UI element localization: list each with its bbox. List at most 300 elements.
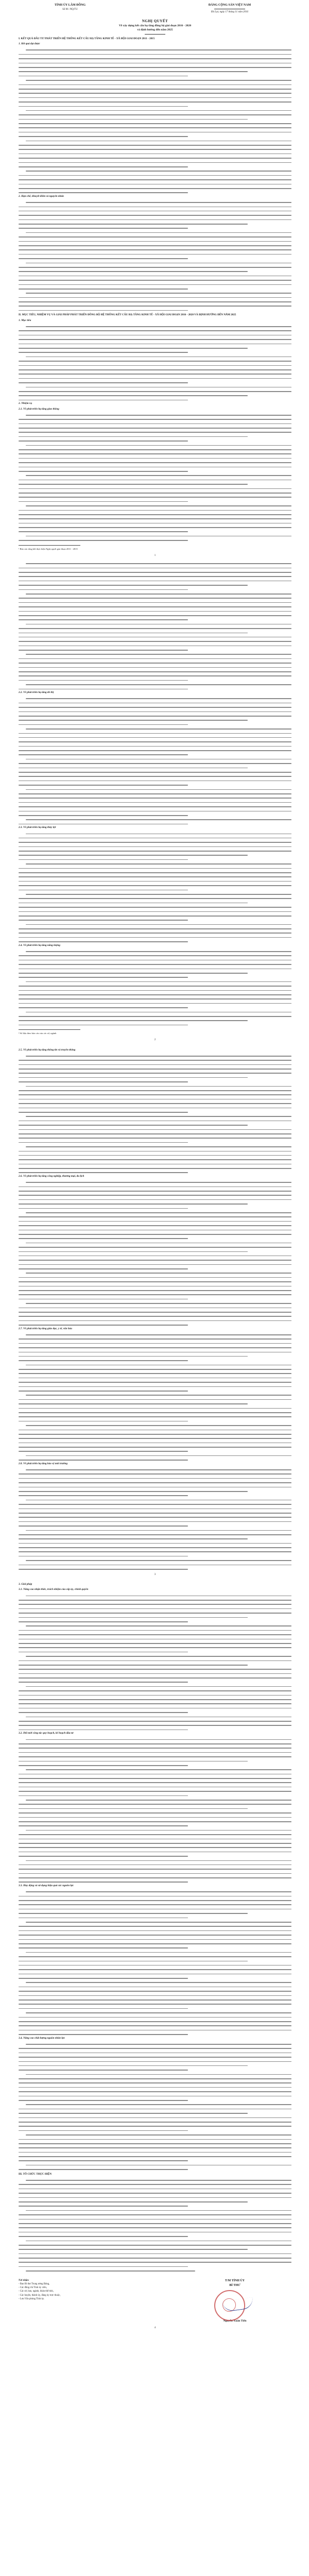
text-line <box>26 202 291 203</box>
text-line <box>19 276 291 277</box>
text-line <box>19 224 248 225</box>
text-line <box>26 924 291 925</box>
text-line <box>26 1334 291 1335</box>
text-line <box>19 1965 291 1966</box>
text-line <box>19 149 291 150</box>
text-line <box>19 301 291 302</box>
text-line <box>19 1312 291 1313</box>
text-line <box>19 271 248 272</box>
text-line <box>19 1608 291 1609</box>
text-line <box>19 1839 291 1840</box>
text-line <box>19 633 248 634</box>
text-line <box>19 267 291 268</box>
text-line <box>19 2139 291 2140</box>
text-line <box>19 903 248 904</box>
place-date: Đà Lạt, ngày 17 tháng 11 năm 2016 <box>211 11 249 13</box>
text-line <box>19 2057 291 2058</box>
text-line <box>19 436 248 437</box>
text-line <box>19 733 291 734</box>
text-line <box>19 2201 248 2202</box>
text-line <box>26 49 291 50</box>
text-line <box>19 1159 291 1160</box>
signer-for: T/M TỈNH ỦY <box>225 2279 245 2282</box>
body-text <box>19 2180 291 2272</box>
text-line <box>19 1369 291 1370</box>
subsection-heading: 2.3. Về phát triển hạ tầng thủy lợi <box>19 826 56 829</box>
text-line <box>19 1121 291 1122</box>
text-line <box>26 263 291 264</box>
text-line <box>19 184 291 185</box>
text-line <box>19 689 188 690</box>
text-line <box>26 789 291 790</box>
text-line <box>19 964 291 965</box>
text-line <box>19 1073 291 1074</box>
text-line <box>26 1182 291 1183</box>
text-line <box>26 536 291 537</box>
text-line <box>19 1256 291 1257</box>
text-line <box>26 2074 291 2075</box>
text-line <box>19 855 248 856</box>
signer-role: BÍ THƯ <box>229 2283 241 2287</box>
text-line <box>19 1817 291 1818</box>
text-line <box>19 382 188 383</box>
text-line <box>19 1547 291 1548</box>
text-line <box>19 1129 291 1130</box>
text-line <box>19 188 291 189</box>
text-line <box>19 2091 291 2092</box>
page-number: 3 <box>154 1573 156 1576</box>
text-line <box>19 615 291 616</box>
text-line <box>19 806 291 807</box>
text-line <box>19 1187 291 1188</box>
body-text <box>19 1182 291 1325</box>
text-line <box>19 928 291 929</box>
text-line <box>19 1756 291 1757</box>
text-line <box>19 937 291 938</box>
text-line <box>19 158 291 159</box>
text-line <box>19 1961 248 1962</box>
text-line <box>19 335 291 336</box>
text-line <box>26 1469 291 1470</box>
text-line <box>19 1943 291 1944</box>
text-line <box>19 1290 291 1291</box>
text-line <box>19 2227 291 2228</box>
text-line <box>19 1521 291 1522</box>
text-line <box>26 759 291 760</box>
text-line <box>19 881 291 882</box>
text-line <box>19 145 291 146</box>
doc-title-line2: và định hướng đến năm 2025 <box>137 28 173 32</box>
text-line <box>19 2122 291 2123</box>
text-line <box>19 1238 188 1239</box>
text-line <box>26 1625 291 1626</box>
text-line <box>19 2193 291 2194</box>
text-line <box>19 1482 291 1483</box>
text-line <box>19 1112 188 1113</box>
text-line <box>19 1168 291 1169</box>
subsection-heading: 3.1. Nâng cao nhận thức, trách nhiệm của cấp ủy, chính quyền <box>19 1588 89 1591</box>
text-line <box>26 1891 291 1892</box>
text-line <box>19 2078 291 2079</box>
text-line <box>19 365 291 366</box>
text-line <box>19 241 291 242</box>
text-line <box>26 2165 291 2166</box>
recipient-item: - Ban Bí thư Trung ương Đảng, <box>19 2283 50 2286</box>
body-text <box>19 1469 291 1570</box>
body-text <box>19 415 291 541</box>
text-line <box>19 1834 291 1835</box>
text-line <box>19 1765 188 1766</box>
text-line <box>19 581 291 582</box>
text-line <box>19 2070 188 2071</box>
text-line <box>26 445 291 446</box>
subsection-heading: 2. Hạn chế, khuyết điểm và nguyên nhân <box>19 194 64 198</box>
text-line <box>19 1164 291 1165</box>
text-line <box>19 1852 291 1853</box>
text-line <box>19 339 291 340</box>
text-line <box>19 1600 291 1601</box>
text-line <box>19 1774 291 1775</box>
text-line <box>19 1551 291 1552</box>
subsection-heading: 3.2. Đổi mới công tác quy hoạch, kế hoạch đầu tư <box>19 1732 74 1735</box>
text-line <box>19 1204 248 1205</box>
party-block <box>168 3 291 14</box>
text-line <box>19 1352 291 1353</box>
text-line <box>19 395 248 396</box>
text-line <box>26 1365 291 1366</box>
text-line <box>19 1708 291 1709</box>
body-text <box>19 49 291 193</box>
text-line <box>19 344 291 345</box>
text-line <box>19 1495 188 1496</box>
text-line <box>19 1782 291 1783</box>
text-line <box>19 1434 291 1435</box>
text-line <box>19 898 291 899</box>
text-line <box>19 67 291 68</box>
text-line <box>19 1247 291 1248</box>
subsection-heading: 3.3. Huy động và sử dụng hiệu quả các nguồn lực <box>19 1884 74 1888</box>
issuer-block <box>19 3 122 12</box>
footnote: ² Số liệu theo báo cáo của các sở, ngành <box>19 1032 57 1035</box>
text-line <box>19 589 188 590</box>
text-line <box>19 1543 291 1544</box>
text-line <box>19 306 291 307</box>
text-line <box>19 1509 291 1510</box>
text-line <box>19 1491 248 1492</box>
text-line <box>26 1952 291 1953</box>
text-line <box>19 1099 291 1100</box>
text-line <box>19 1991 291 1992</box>
text-line <box>19 1821 291 1822</box>
text-line <box>19 1373 291 1374</box>
recipient-item: - Các sở, ban, ngành, đoàn thể tỉnh, <box>19 2290 54 2293</box>
party-name: ĐẢNG CỘNG SẢN VIỆT NAM <box>208 4 251 7</box>
text-line <box>19 2143 291 2144</box>
text-line <box>19 2169 188 2170</box>
text-line <box>19 1007 188 1008</box>
text-line <box>19 391 291 392</box>
text-line <box>19 2048 291 2049</box>
issuer-org: TỈNH ỦY LÂM ĐỒNG <box>54 4 86 7</box>
body-text <box>19 698 291 824</box>
text-line <box>26 232 291 233</box>
text-line <box>19 707 291 708</box>
text-line <box>19 1900 291 1901</box>
text-line <box>26 1560 291 1561</box>
text-line <box>19 1652 188 1653</box>
text-line <box>19 1403 248 1404</box>
text-line <box>19 1669 291 1670</box>
text-line <box>19 1060 291 1061</box>
doc-kind: NGHỊ QUYẾT <box>142 19 168 23</box>
text-line <box>19 1264 291 1265</box>
signature-area <box>19 2279 291 2323</box>
text-line <box>19 1094 291 1095</box>
text-line <box>26 80 291 81</box>
text-line <box>19 1347 291 1348</box>
text-line <box>19 2030 291 2031</box>
body-text <box>19 1739 291 1883</box>
body-text <box>19 2044 291 2170</box>
text-line <box>19 1565 291 1566</box>
text-line <box>19 746 291 747</box>
text-line <box>19 658 291 659</box>
text-line <box>19 58 291 59</box>
text-line <box>19 123 291 124</box>
text-line <box>19 1630 291 1631</box>
text-line <box>19 84 291 86</box>
subsection-heading: 2.2. Về phát triển hạ tầng đô thị <box>19 691 54 694</box>
text-line <box>26 1146 291 1147</box>
text-line <box>19 1896 291 1897</box>
text-line <box>26 2044 291 2045</box>
text-line <box>19 798 291 799</box>
text-line <box>19 1064 291 1065</box>
text-line <box>19 374 291 375</box>
text-line <box>26 1012 291 1013</box>
text-line <box>19 2025 291 2026</box>
text-line <box>19 1730 188 1731</box>
text-line <box>19 378 291 379</box>
text-line <box>19 1660 291 1662</box>
text-line <box>19 572 291 573</box>
text-line <box>19 484 248 485</box>
text-line <box>19 1613 291 1614</box>
text-line <box>19 941 188 942</box>
text-line <box>19 527 291 528</box>
text-line <box>19 1382 291 1383</box>
footnote-rule <box>19 1029 80 1030</box>
text-line <box>26 1530 291 1531</box>
text-line <box>19 2219 291 2220</box>
text-line <box>19 1877 291 1878</box>
document-header <box>19 3 291 14</box>
text-line <box>19 2152 291 2153</box>
text-line <box>26 2210 291 2211</box>
text-line <box>26 387 291 388</box>
subsection-heading: 2.6. Về phát triển hạ tầng công nghiệp, thương mại, du lịch <box>19 1175 84 1178</box>
text-line <box>26 2241 291 2242</box>
text-line <box>19 785 188 786</box>
text-line <box>26 1243 291 1244</box>
text-line <box>19 1399 291 1400</box>
text-line <box>19 1478 291 1479</box>
text-line <box>19 741 291 742</box>
text-line <box>19 754 188 755</box>
text-line <box>19 637 291 638</box>
text-line <box>19 1725 291 1726</box>
text-line <box>26 1056 291 1057</box>
text-line <box>19 916 291 917</box>
text-line <box>19 960 291 961</box>
text-line <box>19 1865 291 1866</box>
text-line <box>26 1922 291 1923</box>
text-line <box>19 969 291 970</box>
text-line <box>19 488 291 489</box>
text-line <box>19 1808 248 1809</box>
text-line <box>19 977 188 978</box>
page-number: 2 <box>154 1039 156 1042</box>
text-line <box>19 1761 248 1762</box>
body-text <box>19 1891 291 2035</box>
text-line <box>19 258 188 259</box>
text-line <box>19 846 291 848</box>
subsection-heading: 3. Giải pháp <box>19 1583 32 1586</box>
recipient-item: - Các đồng chí Tỉnh ủy viên, <box>19 2286 47 2290</box>
text-line <box>19 462 291 463</box>
text-line <box>19 1647 291 1648</box>
signer-block <box>178 2279 291 2323</box>
text-line <box>19 1639 291 1640</box>
text-line <box>19 1703 291 1704</box>
text-line <box>19 920 188 921</box>
text-line <box>19 54 291 55</box>
text-line <box>19 1277 291 1278</box>
text-line <box>19 1873 291 1874</box>
text-line <box>19 1526 188 1527</box>
text-line <box>19 162 291 163</box>
text-line <box>19 1378 291 1379</box>
recipient-item: - Các huyện, thành ủy, đảng ủy trực thuộc, <box>19 2294 61 2297</box>
text-line <box>19 1935 291 1936</box>
text-line <box>19 667 291 668</box>
text-line <box>19 675 291 676</box>
text-line <box>26 1800 291 1801</box>
text-line <box>19 2130 188 2131</box>
text-line <box>19 2109 291 2110</box>
body-text <box>19 1056 291 1173</box>
text-line <box>19 1430 291 1431</box>
text-line <box>19 1974 291 1975</box>
text-line <box>19 93 291 94</box>
text-line <box>19 175 291 176</box>
text-line <box>19 671 291 672</box>
text-line <box>26 684 291 685</box>
text-line <box>19 1617 248 1618</box>
text-line <box>19 680 188 681</box>
title-rule <box>145 34 165 35</box>
text-line <box>26 326 291 327</box>
text-line <box>19 76 188 77</box>
text-line <box>19 1133 291 1134</box>
text-line <box>19 1956 291 1957</box>
text-line <box>19 2258 291 2259</box>
footnote-rule <box>19 545 80 546</box>
text-line <box>19 1325 188 1326</box>
text-line <box>19 1682 188 1683</box>
subsection-heading: 2.5. Về phát triển hạ tầng thông tin và truyền thông <box>19 1048 76 1052</box>
text-line <box>19 2113 248 2114</box>
text-line <box>19 646 291 647</box>
text-line <box>19 1308 291 1309</box>
text-line <box>26 1596 291 1597</box>
text-line <box>19 1487 291 1488</box>
text-line <box>19 1969 291 1970</box>
text-line <box>19 310 188 311</box>
text-line <box>19 1690 291 1691</box>
text-line <box>19 106 188 107</box>
title-block <box>19 19 291 35</box>
text-line <box>19 1804 291 1805</box>
text-line <box>19 510 291 511</box>
text-line <box>19 1569 188 1570</box>
text-line <box>19 1752 291 1753</box>
text-line <box>19 716 291 717</box>
text-line <box>19 400 188 401</box>
text-line <box>19 1081 188 1082</box>
text-line <box>19 467 291 468</box>
text-line <box>19 432 291 433</box>
text-line <box>19 1460 188 1461</box>
text-line <box>26 357 291 358</box>
text-line <box>19 119 248 120</box>
text-line <box>19 2184 291 2185</box>
text-line <box>19 63 291 64</box>
text-line <box>19 1812 291 1814</box>
subsection-heading: 2.7. Về phát triển hạ tầng giáo dục, y tế, văn hóa <box>19 1327 72 1330</box>
recipients-block <box>19 2279 137 2323</box>
text-line <box>26 2180 291 2181</box>
text-line <box>19 2156 291 2157</box>
text-line <box>19 868 291 869</box>
text-line <box>19 2126 291 2127</box>
text-line <box>19 2214 291 2215</box>
text-line <box>19 428 291 429</box>
text-line <box>26 1086 291 1087</box>
subsection-heading: 1. Mục tiêu <box>19 318 31 322</box>
text-line <box>19 2206 188 2207</box>
text-line <box>19 724 188 725</box>
text-line <box>19 453 291 454</box>
text-line <box>26 2134 291 2136</box>
subsection-heading: 2.8. Về phát triển hạ tầng bảo vệ môi trường <box>19 1462 68 1465</box>
text-line <box>19 720 248 721</box>
text-line <box>19 1195 291 1196</box>
text-line <box>19 859 188 860</box>
text-line <box>19 1513 291 1514</box>
text-line <box>19 1443 291 1444</box>
text-line <box>19 1386 291 1387</box>
body-text <box>19 563 291 689</box>
text-line <box>19 1978 188 1979</box>
text-line <box>19 245 291 246</box>
text-line <box>19 824 188 825</box>
text-line <box>19 1142 188 1143</box>
text-line <box>26 1273 291 1274</box>
text-line <box>19 1151 291 1152</box>
text-line <box>19 763 291 764</box>
text-line <box>19 154 291 155</box>
